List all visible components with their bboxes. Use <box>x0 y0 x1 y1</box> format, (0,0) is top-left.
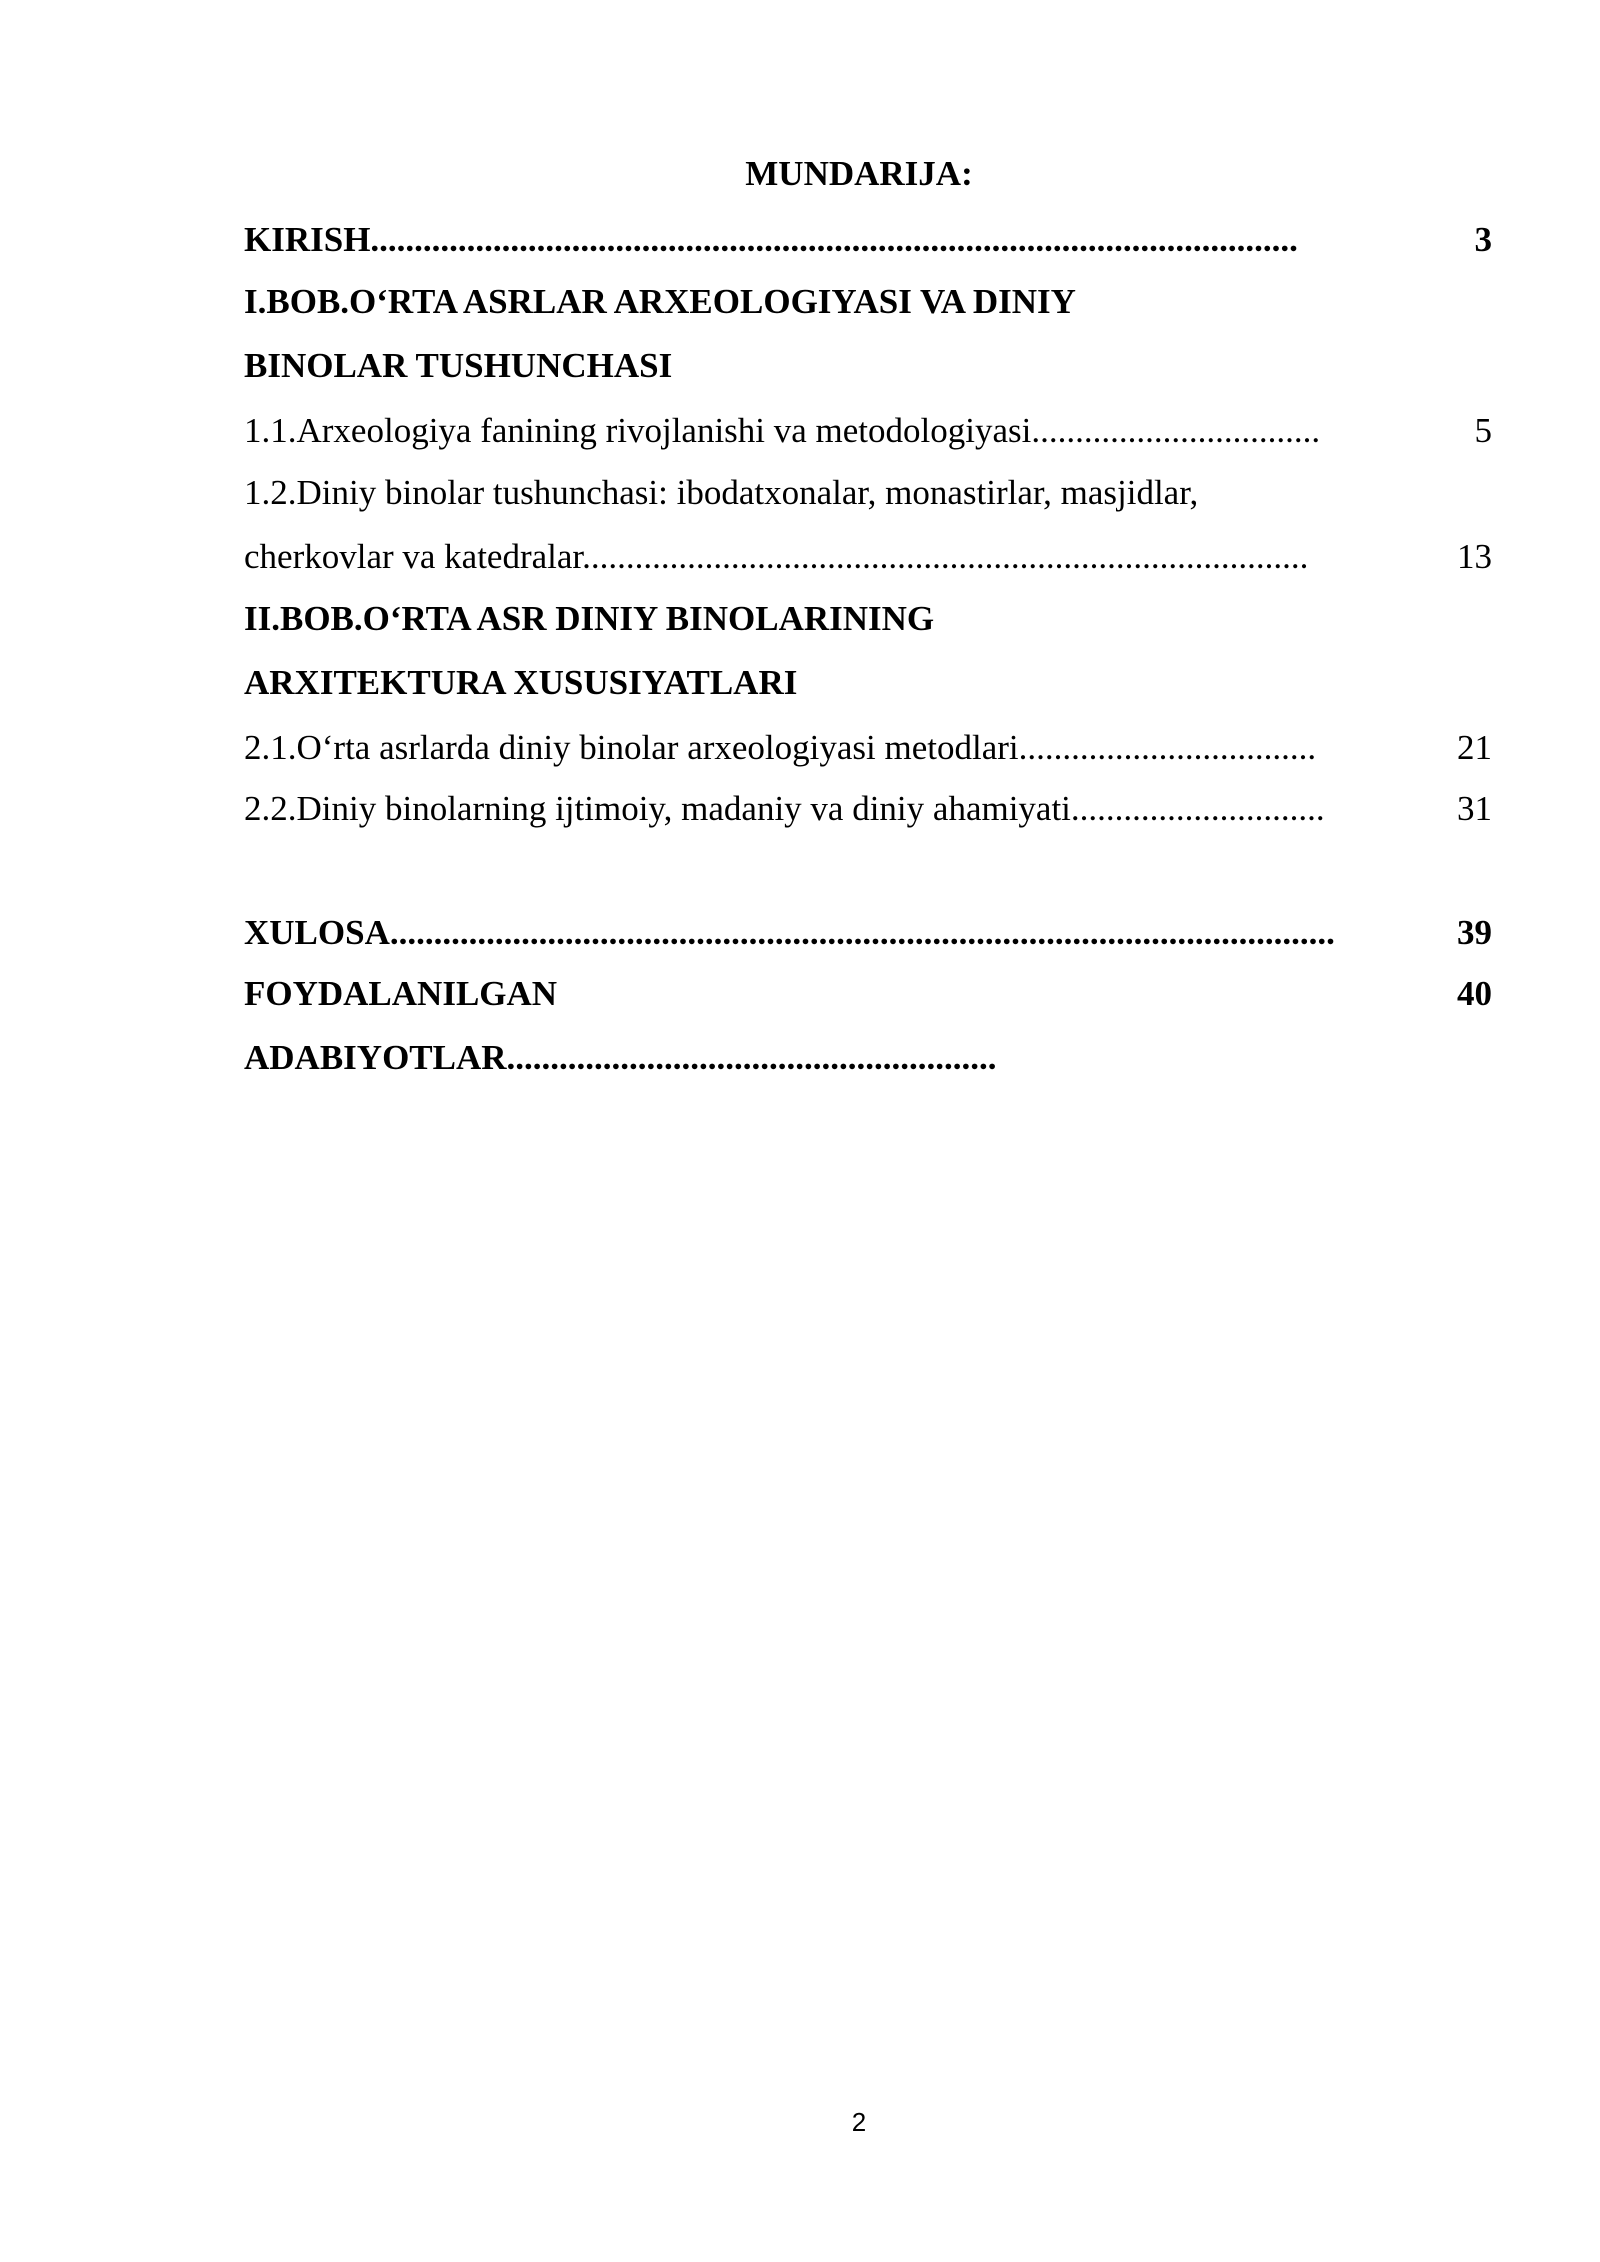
page-number: 2 <box>851 2107 867 2137</box>
toc-chapter-1-title: I.BOB.O‘RTA ASRLAR ARXEOLOGIYASI VA DINIY <box>244 282 1076 321</box>
toc-entry-references-cont: ADABIYOTLAR........................................................ <box>244 1038 997 1077</box>
toc-heading: MUNDARIJA: <box>745 154 973 193</box>
toc-page-xulosa: 39 <box>1457 913 1492 952</box>
toc-page-2-2: 31 <box>1457 789 1492 828</box>
toc-entry-1-2-cont: cherkovlar va katedralar................................................................................... <box>244 537 1309 576</box>
toc-page-1-1: 5 <box>1474 411 1492 450</box>
toc-entry-1-2: 1.2.Diniy binolar tushunchasi: ibodatxonalar, monastirlar, masjidlar, <box>244 473 1199 512</box>
toc-page-2-1: 21 <box>1457 728 1492 767</box>
toc-chapter-1-title-cont: BINOLAR TUSHUNCHASI <box>244 346 673 385</box>
toc-entry-2-1: 2.1.O‘rta asrlarda diniy binolar arxeologiyasi metodlari.................................. <box>244 728 1317 767</box>
toc-entry-references: FOYDALANILGAN <box>244 974 558 1013</box>
toc-page-1-2: 13 <box>1457 537 1492 576</box>
toc-entry-kirish: KIRISH.......................................................................................................... <box>244 220 1298 259</box>
toc-page-kirish: 3 <box>1474 220 1492 259</box>
toc-entry-1-1: 1.1.Arxeologiya fanining rivojlanishi va metodologiyasi................................. <box>244 411 1321 450</box>
toc-page-references: 40 <box>1457 974 1492 1013</box>
toc-entry-xulosa: XULOSA............................................................................................................ <box>244 913 1335 952</box>
toc-entry-2-2: 2.2.Diniy binolarning ijtimoiy, madaniy va diniy ahamiyati............................. <box>244 789 1325 828</box>
toc-chapter-2-title: II.BOB.O‘RTA ASR DINIY BINOLARINING <box>244 599 935 638</box>
toc-chapter-2-title-cont: ARXITEKTURA XUSUSIYATLARI <box>244 663 798 702</box>
